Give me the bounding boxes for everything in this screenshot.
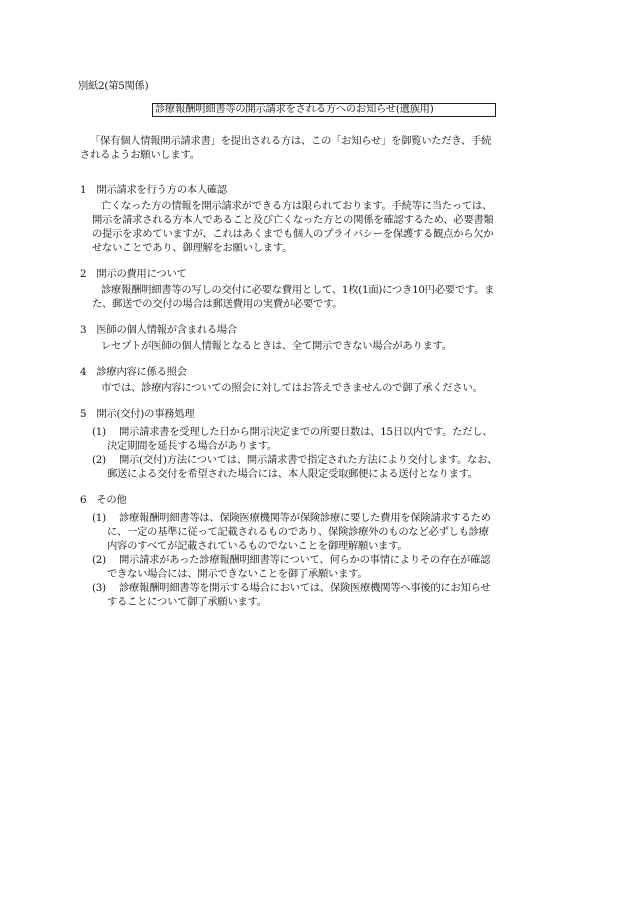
annex-label: 別紙2(第5関係)	[78, 80, 149, 92]
section-line: 開示を請求される方本人であること及び亡くなった方との関係を確認するため、必要書類	[92, 214, 494, 226]
item-number: (2)	[92, 454, 106, 466]
section-line: レセプトが医師の個人情報となるときは、全て開示できない場合があります。	[101, 340, 452, 352]
item-line: 郵送による交付を希望された場合には、本人限定受取郵便による送付となります。	[107, 468, 478, 480]
item-line: 診療報酬明細書等は、保険医療機関等が保険診療に要した費用を保険請求するため	[119, 512, 491, 524]
section-line: 市では、診療内容についての照会に対してはお答えできませんので御了承ください。	[101, 382, 483, 394]
item-line: に、一定の基準に従って記載されるものであり、保険診療外のものなど必ずしも診療	[107, 526, 489, 538]
section-line: 診療報酬明細書等の写しの交付に必要な費用として、1枚(1面)につき10円必要です。ま	[101, 284, 495, 296]
intro-line: 「保有個人情報開示請求書」を提出される方は、この「お知らせ」を御覧いただき、手続	[90, 135, 492, 147]
section-heading: 2 開示の費用について	[80, 268, 187, 280]
item-line: 診療報酬明細書等を開示する場合においては、保険医療機関等へ事後的にお知らせ	[119, 582, 491, 594]
section-heading: 4 診療内容に係る照会	[80, 366, 187, 378]
intro-line: されるようお願いします。	[80, 149, 200, 161]
section-line: の提示を求めていますが、これはあくまでも個人のプライバシーを保護する観点から欠か	[92, 228, 494, 240]
section-heading: 5 開示(交付)の事務処理	[80, 408, 195, 420]
section-heading: 1 開示請求を行う方の本人確認	[80, 184, 227, 196]
item-number: (1)	[92, 512, 106, 524]
item-number: (3)	[92, 582, 106, 594]
item-line: することについて御了承願います。	[107, 596, 267, 608]
item-line: できない場合には、開示できないことを御了承願います。	[107, 568, 368, 580]
item-line: 開示(交付)方法については、開示請求書で指定された方法により交付します。なお、	[119, 454, 498, 466]
section-heading: 6 その他	[80, 494, 127, 506]
item-line: 開示請求があった診療報酬明細書等について、何らかの事情によりその存在が確認	[119, 554, 491, 566]
item-number: (1)	[92, 426, 106, 438]
section-heading: 3 医師の個人情報が含まれる場合	[80, 324, 238, 336]
section-line: 亡くなった方の情報を開示請求ができる方は限られております。手続等に当たっては、	[101, 200, 493, 212]
document-title: 診療報酬明細書等の開示請求をされる方へのお知らせ(遺族用)	[155, 103, 434, 115]
item-line: 決定期間を延長する場合があります。	[107, 440, 277, 452]
item-line: 内容のすべてが記載されているものでないことを御理解願います。	[107, 540, 408, 552]
section-line: せないことであり、御理解をお願いします。	[92, 242, 293, 254]
item-number: (2)	[92, 554, 106, 566]
item-line: 開示請求書を受理した日から開示決定までの所要日数は、15日以内です。ただし、	[119, 426, 493, 438]
section-line: た、郵送での交付の場合は郵送費用の実費が必要です。	[92, 298, 343, 310]
